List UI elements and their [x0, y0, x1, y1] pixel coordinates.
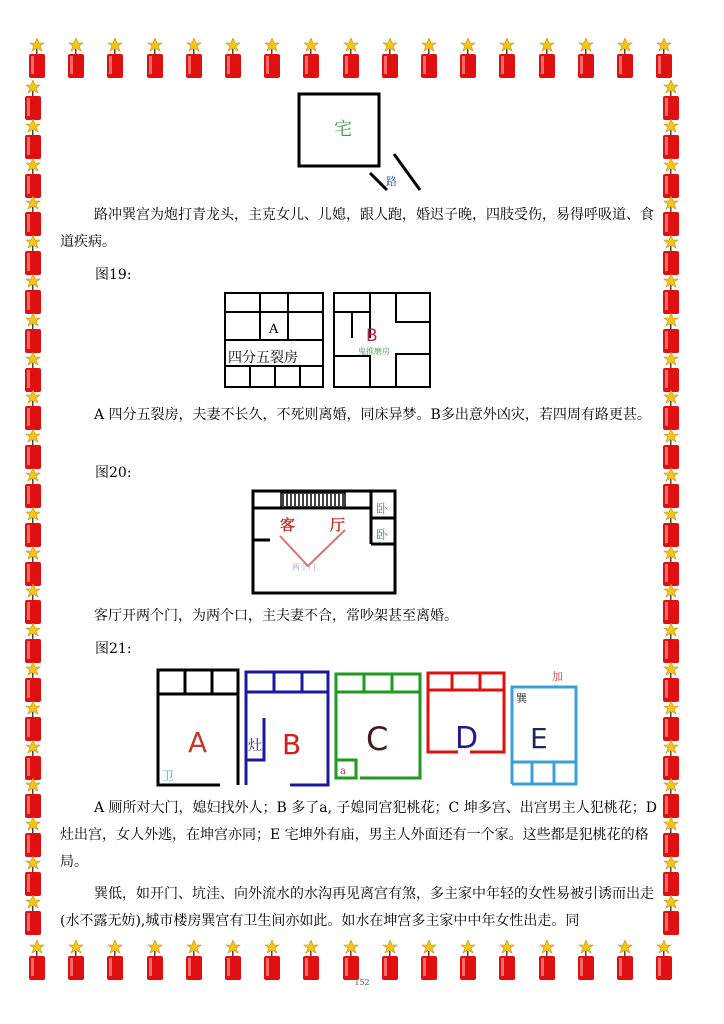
candle-icon	[22, 429, 42, 469]
candle-icon	[660, 740, 680, 780]
candle-icon	[22, 274, 42, 314]
candle-icon	[144, 940, 164, 980]
candle-icon	[660, 352, 680, 392]
candle-icon	[614, 940, 634, 980]
candle-icon	[300, 38, 320, 78]
candle-icon	[660, 119, 680, 159]
candle-icon	[379, 38, 399, 78]
candle-icon	[575, 38, 595, 78]
candle-icon	[660, 701, 680, 741]
candle-icon	[22, 119, 42, 159]
fig19-b-caption: 鬼推磨房	[358, 347, 390, 356]
candle-icon	[22, 623, 42, 663]
fig20-side2: 卧	[376, 528, 389, 542]
candle-icon	[222, 940, 242, 980]
lu-label: 路	[386, 175, 397, 188]
candle-icon	[660, 546, 680, 586]
candle-icon	[261, 38, 281, 78]
candle-icon	[261, 940, 281, 980]
paragraph-2: A 四分五裂房，夫妻不长久，不死则离婚，同床异梦。B多出意外凶灾，若四周有路更甚。	[94, 407, 651, 423]
fig19-b-letter: B	[366, 326, 378, 346]
fig21-c: C	[366, 720, 389, 758]
candle-icon	[22, 778, 42, 818]
candle-icon	[457, 38, 477, 78]
fig20-ting: 厅	[330, 516, 346, 534]
candle-icon	[660, 313, 680, 353]
candle-icon	[660, 80, 680, 120]
fig21-a: A	[188, 726, 208, 759]
candle-icon	[22, 817, 42, 857]
candle-icon	[22, 701, 42, 741]
candle-icon	[575, 940, 595, 980]
figure-19-label: 图19:	[95, 267, 132, 283]
paragraph-1: 路冲巽宫为炮打青龙头，主克女儿、儿媳，跟人跑，婚迟子晚，四肢受伤，易得呼吸道、食道疾病。	[60, 207, 654, 250]
candle-icon	[22, 235, 42, 275]
candle-icon	[660, 468, 680, 508]
fig20-gate: 两个门	[292, 563, 316, 572]
candle-icon	[22, 507, 42, 547]
paragraph-4: A 厕所对大门，媳妇找外人；B 多了a, 子媳同宫犯桃花；C 坤多宫、出宫男主人犯桃花；D灶出宫，女人外逃，在坤宫亦同；E 宅坤外有庙，男主人外面还有一个家。这些都是犯桃花的格局。	[60, 800, 657, 870]
fig19-a-letter: A	[269, 322, 279, 337]
fig21-e-top: 巽	[516, 692, 527, 705]
candle-icon	[300, 940, 320, 980]
candle-icon	[660, 429, 680, 469]
candle-icon	[614, 38, 634, 78]
candle-icon	[22, 390, 42, 430]
candle-icon	[222, 38, 242, 78]
candle-icon	[418, 940, 438, 980]
candle-icon	[22, 313, 42, 353]
candle-icon	[660, 274, 680, 314]
candle-icon	[340, 940, 360, 980]
figure-21	[150, 660, 590, 792]
candle-icon	[418, 38, 438, 78]
candle-icon	[660, 158, 680, 198]
house-road-diagram	[290, 88, 440, 198]
figure-21-label: 图21:	[95, 641, 132, 657]
page-number: 152	[354, 978, 370, 987]
candle-icon	[536, 38, 556, 78]
border-bottom	[0, 940, 724, 1000]
fig21-e-jia: 加	[552, 670, 563, 683]
candle-icon	[660, 662, 680, 702]
border-right	[660, 0, 720, 1024]
fig21-d: D	[455, 721, 479, 756]
candle-icon	[22, 468, 42, 508]
candle-icon	[22, 196, 42, 236]
candle-icon	[183, 940, 203, 980]
zhai-label: 宅	[334, 119, 352, 140]
paragraph-3: 客厅开两个门，为两个口，主夫妻不合，常吵架甚至离婚。	[94, 608, 458, 624]
candle-icon	[22, 546, 42, 586]
candle-icon	[496, 940, 516, 980]
candle-icon	[536, 940, 556, 980]
candle-icon	[183, 38, 203, 78]
candle-icon	[496, 38, 516, 78]
candle-icon	[22, 662, 42, 702]
paragraph-5: 巽低，如开门、坑洼、向外流水的水沟再见离宫有煞，多主家中年轻的女性易被引诱而出走(水不露无妨),城市楼房巽宫有卫生间亦如此。如水在坤宫多主家中中年女性出走。同	[60, 886, 654, 929]
candle-icon	[457, 940, 477, 980]
candle-icon	[660, 507, 680, 547]
candle-icon	[22, 80, 42, 120]
fig20-ke: 客	[280, 516, 296, 534]
candle-icon	[22, 856, 42, 896]
fig20-side1: 卧	[376, 502, 389, 516]
candle-icon	[22, 158, 42, 198]
fig19-a-caption: 四分五裂房	[228, 350, 298, 366]
candle-icon	[340, 38, 360, 78]
candle-icon	[104, 940, 124, 980]
fig21-b: B	[282, 728, 302, 761]
candle-icon	[22, 740, 42, 780]
candle-icon	[144, 38, 164, 78]
fig21-a-note: 卫	[162, 769, 175, 783]
fig21-b-note: 灶	[248, 738, 262, 754]
fig21-e: E	[530, 722, 548, 755]
figure-19	[220, 290, 440, 390]
candle-icon	[22, 895, 42, 935]
figure-20-label: 图20:	[95, 465, 132, 481]
candle-icon	[22, 352, 42, 392]
candle-icon	[22, 584, 42, 624]
candle-icon	[379, 940, 399, 980]
figure-20	[250, 488, 400, 598]
candle-icon	[104, 38, 124, 78]
fig21-c-note: a	[340, 766, 346, 777]
